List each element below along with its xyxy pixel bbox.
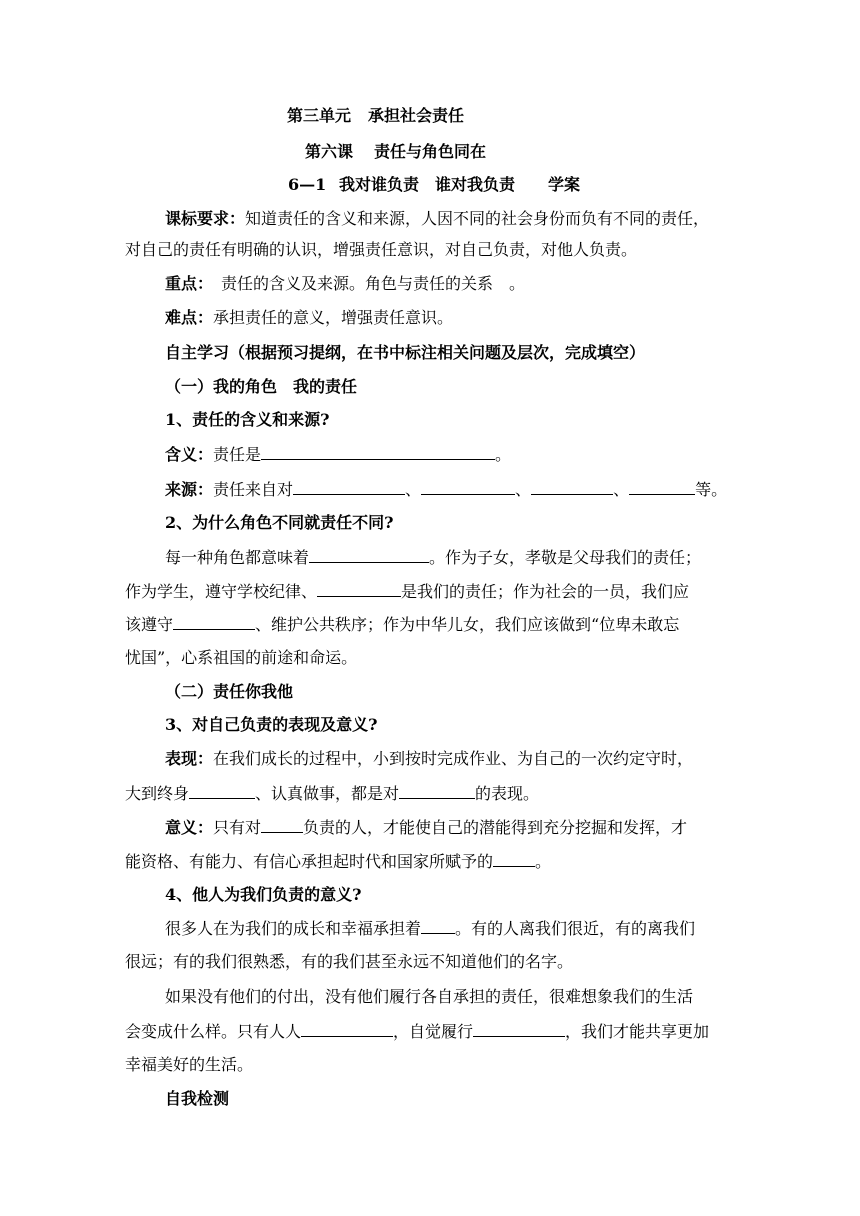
others-text-f: ，自觉履行 bbox=[393, 1022, 474, 1041]
others-line-2: 很远；有的我们很熟悉，有的我们甚至永远不知道他们的名字。 bbox=[125, 952, 574, 971]
performance-text-d: 的表现。 bbox=[475, 784, 540, 803]
question-3: 3、对自己负责的表现及意义? bbox=[165, 715, 378, 734]
section-suffix: 学案 bbox=[548, 175, 581, 194]
requirements-label: 课标要求： bbox=[165, 209, 246, 228]
performance-blank-2[interactable] bbox=[399, 783, 475, 799]
others-text-b: 。有的人离我们很近，有的离我们 bbox=[455, 919, 696, 938]
section-number: 6—1 bbox=[288, 175, 327, 194]
question-4: 4、他人为我们负责的意义? bbox=[165, 885, 362, 904]
role-text-d: 是我们的责任；作为社会的一员，我们应 bbox=[401, 582, 690, 601]
role-text-a: 每一种角色都意味着 bbox=[165, 548, 310, 567]
others-text-g: ，我们才能共享更加 bbox=[565, 1022, 710, 1041]
separator: 、 bbox=[515, 480, 532, 499]
requirements-text-1: 知道责任的含义和来源，人因不同的社会身份而负有不同的责任， bbox=[245, 209, 710, 228]
role-paragraph-line-3 bbox=[125, 614, 679, 635]
performance-line-1 bbox=[165, 749, 693, 769]
role-blank-2[interactable] bbox=[317, 581, 401, 597]
meaning-text: 责任是 bbox=[213, 445, 262, 464]
performance-label: 表现： bbox=[165, 749, 214, 768]
others-blank-3[interactable] bbox=[473, 1021, 565, 1037]
performance-text-c: 、认真做事，都是对 bbox=[255, 784, 400, 803]
others-text-e: 会变成什么样。只有人人 bbox=[125, 1022, 302, 1041]
significance-line-1 bbox=[165, 817, 687, 838]
separator: 、 bbox=[613, 480, 630, 499]
difficulties-text: 承担责任的意义，增强责任意识。 bbox=[213, 308, 454, 327]
key-points-label: 重点： bbox=[165, 274, 206, 293]
unit-number: 第三单元 bbox=[287, 106, 352, 125]
self-study-heading: 自主学习（根据预习提纲，在书中标注相关问题及层次，完成填空） bbox=[165, 343, 646, 362]
role-text-f: 、维护公共秩序；作为中华儿女，我们应该做到“位卑未敢忘 bbox=[255, 615, 680, 634]
source-blank-1[interactable] bbox=[293, 479, 405, 495]
meaning-end: 。 bbox=[495, 445, 512, 464]
role-blank-3[interactable] bbox=[173, 614, 255, 630]
self-check-heading: 自我检测 bbox=[165, 1089, 230, 1108]
significance-text-d: 。 bbox=[535, 852, 552, 871]
significance-text-c: 能资格、有能力、有信心承担起时代和国家所赋予的 bbox=[125, 852, 494, 871]
separator: 、 bbox=[405, 480, 422, 499]
question-1: 1、责任的含义和来源? bbox=[165, 410, 330, 429]
source-label: 来源： bbox=[165, 480, 214, 499]
lesson-name: 责任与角色同在 bbox=[374, 142, 487, 161]
performance-blank-1[interactable] bbox=[189, 783, 255, 799]
role-paragraph-line-4: 忧国”，心系祖国的前途和命运。 bbox=[125, 648, 358, 667]
difficulties-label: 难点： bbox=[165, 308, 214, 327]
significance-text-a: 只有对 bbox=[213, 818, 262, 837]
difficulties bbox=[165, 308, 453, 328]
question-2: 2、为什么角色不同就责任不同? bbox=[165, 513, 394, 532]
performance-line-2 bbox=[125, 783, 539, 804]
source-line bbox=[165, 479, 727, 500]
part1-heading: （一）我的角色 我的责任 bbox=[165, 377, 358, 396]
requirements-line-2: 对自己的责任有明确的认识，增强责任意识，对自己负责，对他人负责。 bbox=[125, 240, 638, 259]
significance-blank-1[interactable] bbox=[261, 817, 303, 833]
lesson-number: 第六课 bbox=[305, 142, 354, 161]
role-text-b: 。作为子女，孝敬是父母我们的责任； bbox=[429, 548, 702, 567]
key-points bbox=[165, 274, 525, 294]
role-paragraph-line-1 bbox=[165, 547, 701, 568]
requirements-line-1 bbox=[165, 209, 709, 229]
source-blank-3[interactable] bbox=[531, 479, 613, 495]
others-blank-2[interactable] bbox=[301, 1021, 393, 1037]
meaning-blank[interactable] bbox=[261, 444, 495, 460]
others-line-3: 如果没有他们的付出，没有他们履行各自承担的责任，很难想象我们的生活 bbox=[165, 987, 694, 1006]
significance-text-b: 负责的人，才能使自己的潜能得到充分挖掘和发挥，才 bbox=[303, 818, 688, 837]
role-text-c: 作为学生，遵守学校纪律、 bbox=[125, 582, 318, 601]
others-text-a: 很多人在为我们的成长和幸福承担着 bbox=[165, 919, 422, 938]
others-blank-1[interactable] bbox=[421, 918, 455, 934]
meaning-label: 含义： bbox=[165, 445, 214, 464]
role-blank-1[interactable] bbox=[309, 547, 429, 563]
part2-heading: （二）责任你我他 bbox=[165, 682, 294, 701]
source-text: 责任来自对 bbox=[213, 480, 294, 499]
performance-text-a: 在我们成长的过程中，小到按时完成作业、为自己的一次约定守时， bbox=[213, 749, 694, 768]
performance-text-b: 大到终身 bbox=[125, 784, 190, 803]
role-paragraph-line-2 bbox=[125, 581, 689, 602]
significance-line-2 bbox=[125, 851, 551, 872]
significance-blank-2[interactable] bbox=[493, 851, 535, 867]
significance-label: 意义： bbox=[165, 818, 214, 837]
others-line-4 bbox=[125, 1021, 709, 1042]
others-line-5: 幸福美好的生活。 bbox=[125, 1055, 254, 1074]
others-line-1 bbox=[165, 918, 695, 939]
meaning-line bbox=[165, 444, 511, 465]
role-text-e: 该遵守 bbox=[125, 615, 174, 634]
source-blank-2[interactable] bbox=[421, 479, 515, 495]
source-end: 等。 bbox=[695, 480, 728, 499]
source-blank-4[interactable] bbox=[629, 479, 695, 495]
unit-name: 承担社会责任 bbox=[368, 106, 465, 125]
key-points-text: 责任的含义及来源。角色与责任的关系 。 bbox=[205, 274, 526, 293]
section-name: 我对谁负责 谁对我负责 bbox=[339, 175, 516, 194]
